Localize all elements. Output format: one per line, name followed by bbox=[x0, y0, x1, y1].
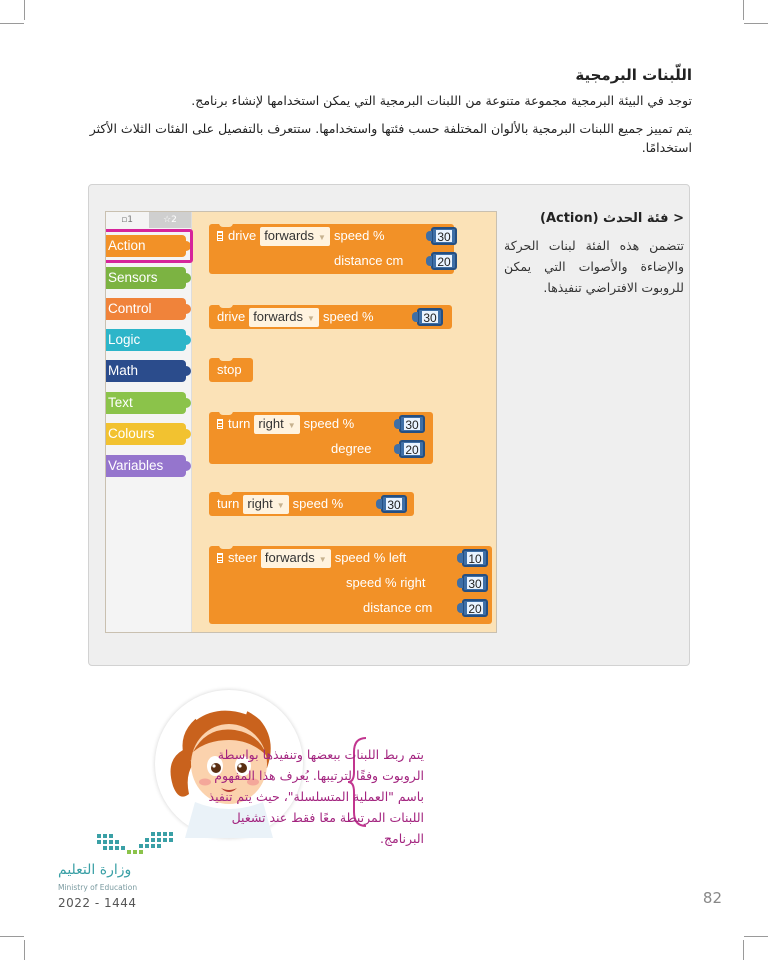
category-logic[interactable]: Logic bbox=[106, 329, 186, 351]
block-command: turn bbox=[217, 496, 240, 511]
param-label: speed % bbox=[292, 496, 344, 511]
steer-block[interactable] bbox=[209, 546, 492, 624]
input-value: 20 bbox=[405, 443, 419, 457]
ministry-name-english: Ministry of Education bbox=[58, 883, 138, 892]
direction-dropdown[interactable] bbox=[249, 308, 319, 327]
degree-input[interactable] bbox=[399, 440, 425, 458]
callout-text: يتم ربط اللبنات ببعضها وتنفيذها بواسطة الروبوت وفقًا لترتيبها. يُعرف هذا المفهوم باسم "العملية المتسلسلة"، حيث يتم تنفيذ اللبنات المرتبطة معًا فقط عند تشغيل البرنامج. bbox=[208, 747, 424, 846]
category-math[interactable]: Math bbox=[106, 360, 186, 382]
crop-mark bbox=[744, 936, 768, 937]
input-value: 30 bbox=[437, 230, 451, 244]
input-value: 30 bbox=[387, 498, 401, 512]
gear-icon bbox=[217, 231, 223, 241]
category-colours[interactable]: Colours bbox=[106, 423, 186, 445]
turn-block[interactable] bbox=[209, 492, 414, 516]
arrow-icon: < bbox=[673, 211, 684, 226]
colors-paragraph: يتم تمييز جميع اللبنات البرمجية بالألوان المختلفة حسب فئتها واستخدامها. ستتعرف بالتفصيل على الفئات الثلاث الأكثر استخدامًا. bbox=[89, 121, 692, 155]
block-command: drive bbox=[228, 228, 257, 243]
block-command: turn bbox=[228, 416, 251, 431]
speed-input[interactable] bbox=[399, 415, 425, 433]
drive-block[interactable] bbox=[209, 305, 452, 329]
input-value: 30 bbox=[405, 418, 419, 432]
block-command: stop bbox=[217, 362, 242, 377]
category-heading bbox=[540, 211, 684, 226]
category-toolbox bbox=[106, 212, 192, 632]
edition-year: 2022 - 1444 bbox=[58, 896, 137, 910]
crop-mark bbox=[0, 936, 24, 937]
param-label: speed % bbox=[333, 228, 385, 243]
gear-icon bbox=[217, 419, 223, 429]
speed-input[interactable] bbox=[431, 227, 457, 245]
category-sensors[interactable]: Sensors bbox=[106, 267, 186, 289]
dropdown-arrow-icon: ▼ bbox=[318, 233, 326, 242]
page-title: اللّبنات البرمجية bbox=[575, 66, 692, 84]
input-value: 30 bbox=[423, 311, 437, 325]
left-speed-input[interactable] bbox=[462, 549, 488, 567]
param-label: speed % left bbox=[334, 550, 407, 565]
input-value: 20 bbox=[468, 602, 482, 616]
distance-input[interactable] bbox=[462, 599, 488, 617]
category-heading-text: فئة الحدث (Action) bbox=[540, 211, 669, 226]
stop-block[interactable] bbox=[209, 358, 253, 382]
category-control[interactable]: Control bbox=[106, 298, 186, 320]
tab-icon: ▫ bbox=[121, 215, 128, 225]
dropdown-arrow-icon: ▼ bbox=[287, 421, 296, 430]
input-value: 20 bbox=[437, 255, 451, 269]
crop-mark bbox=[743, 940, 744, 960]
param-label: speed % bbox=[322, 309, 374, 324]
crop-mark bbox=[24, 0, 25, 20]
category-text[interactable]: Text bbox=[106, 392, 186, 414]
dropdown-arrow-icon: ▼ bbox=[307, 314, 315, 323]
category-variables[interactable]: Variables bbox=[106, 455, 186, 477]
param-label: degree bbox=[331, 441, 372, 456]
speed-input[interactable] bbox=[381, 495, 407, 513]
tab-label: 2 bbox=[171, 215, 177, 225]
turn-degree-block[interactable] bbox=[209, 412, 433, 464]
input-value: 30 bbox=[468, 577, 482, 591]
direction-dropdown[interactable] bbox=[260, 227, 330, 246]
toolbox-tabs bbox=[106, 212, 191, 228]
dropdown-value: right bbox=[247, 496, 273, 511]
input-value: 10 bbox=[468, 552, 482, 566]
dropdown-value: right bbox=[258, 416, 284, 431]
drive-distance-block[interactable] bbox=[209, 224, 454, 274]
dropdown-value: forwards bbox=[253, 309, 304, 324]
direction-dropdown[interactable] bbox=[243, 495, 288, 514]
dropdown-value: forwards bbox=[264, 550, 315, 565]
ministry-logo-icon bbox=[95, 828, 191, 860]
crop-mark bbox=[744, 23, 768, 24]
star-icon: ☆ bbox=[163, 215, 172, 225]
param-label: distance cm bbox=[334, 253, 404, 268]
tab-2[interactable] bbox=[149, 212, 191, 228]
direction-dropdown[interactable] bbox=[261, 549, 331, 568]
action-highlight bbox=[105, 229, 193, 263]
tab-label: 1 bbox=[127, 215, 133, 225]
param-label: speed % bbox=[303, 416, 355, 431]
block-command: drive bbox=[217, 309, 246, 324]
ministry-name-arabic: وزارة التعليم bbox=[58, 862, 132, 878]
param-label: distance cm bbox=[363, 600, 433, 615]
direction-dropdown[interactable] bbox=[254, 415, 299, 434]
intro-paragraph: توجد في البيئة البرمجية مجموعة متنوعة من اللبنات البرمجية التي يمكن استخدامها لإنشاء برنامج. bbox=[191, 93, 692, 108]
param-label: speed % right bbox=[346, 575, 426, 590]
crop-mark bbox=[743, 0, 744, 20]
page-number: 82 bbox=[702, 889, 722, 907]
distance-input[interactable] bbox=[431, 252, 457, 270]
blockly-editor bbox=[105, 211, 497, 633]
dropdown-value: forwards bbox=[264, 228, 315, 243]
dropdown-arrow-icon: ▼ bbox=[318, 555, 327, 564]
category-action[interactable]: Action bbox=[106, 235, 186, 257]
gear-icon bbox=[217, 553, 223, 563]
crop-mark bbox=[0, 23, 24, 24]
category-description: تتضمن هذه الفئة لبنات الحركة والإضاءة والأصوات التي يمكن للروبوت الافتراضي تنفيذها. bbox=[504, 238, 684, 295]
tab-1[interactable] bbox=[106, 212, 148, 228]
speed-input[interactable] bbox=[417, 308, 443, 326]
block-command: steer bbox=[228, 550, 257, 565]
right-speed-input[interactable] bbox=[462, 574, 488, 592]
crop-mark bbox=[24, 940, 25, 960]
dropdown-arrow-icon: ▼ bbox=[276, 501, 285, 510]
